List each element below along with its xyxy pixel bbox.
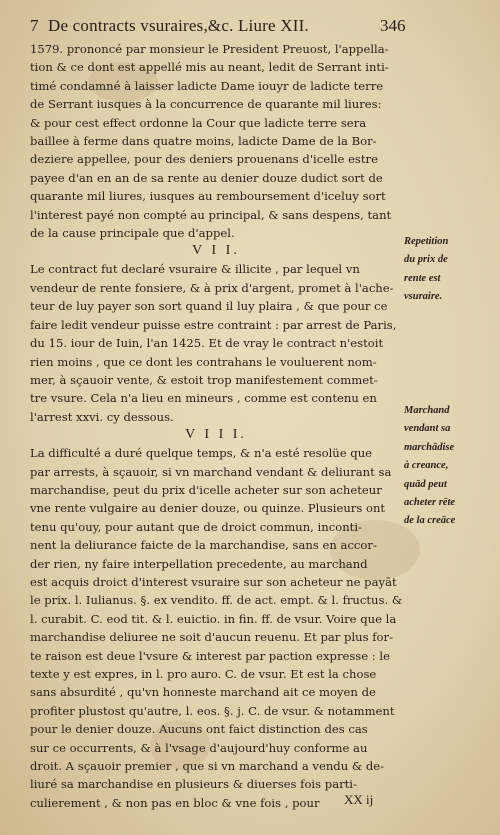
text-line: sur ce occurrents, & à l'vsage d'aujourd'huy conforme au	[30, 740, 368, 755]
text-line: sans absurdité , qu'vn honneste marchand ait ce moyen de	[30, 685, 376, 700]
text-line: de la cause principale que d'appel.	[30, 226, 235, 241]
margin-notes-viii	[404, 402, 496, 531]
section-heading-vii: V I I.	[192, 243, 240, 259]
text-line: marchandise deliuree ne soit d'aucun reuenu. Et par plus for-	[30, 630, 393, 645]
paragraph-1	[30, 40, 402, 242]
text-line: l'arrest xxvi. cy dessous.	[30, 409, 174, 424]
text-line: profiter plustost qu'autre, l. eos. §. j. C. de vsur. & notamment	[30, 703, 395, 718]
text-line: liuré sa marchandise en plusieurs & diuerses fois parti-	[30, 777, 357, 792]
text-line: teur de luy payer son sort quand il luy plaira , & que pour ce	[30, 299, 388, 314]
margin-note: de la creāce	[404, 515, 456, 527]
text-line: est acquis droict d'interest vsuraire sur son acheteur ne payāt	[30, 574, 397, 589]
text-line: La difficulté a duré quelque temps, & n'a esté resolüe que	[30, 446, 373, 461]
folio-mark: 7	[30, 16, 39, 35]
text-line: vne rente vulgaire au denier douze, ou quinze. Plusieurs ont	[30, 501, 386, 516]
margin-note: à creance,	[404, 460, 449, 472]
text-line: & pour cest effect ordonne la Cour que ladicte terre sera	[30, 115, 367, 130]
text-line: l. curabit. C. eod tit. & l. euictio. in fin. ff. de vsur. Voire que la	[30, 611, 397, 626]
text-line: deziere appellee, pour des deniers prouenans d'icelle estre	[30, 152, 378, 167]
text-line: mer, à sçauoir vente, & estoit trop manifestement commet-	[30, 372, 378, 387]
text-line: der rien, ny faire interpellation precedente, au marchand	[30, 556, 368, 571]
page-header	[30, 14, 406, 40]
margin-note: vsuraire.	[404, 291, 443, 303]
text-line: de Serrant iusques à la concurrence de quarante mil liures:	[30, 97, 382, 112]
text-line: le prix. l. Iulianus. §. ex vendito. ff. de act. empt. & l. fructus. &	[30, 593, 402, 608]
paragraph-2	[30, 260, 402, 426]
margin-note: vendant sa	[404, 423, 451, 435]
paragraph-3	[30, 444, 402, 812]
text-line: culierement , & non pas en bloc & vne fois , pour	[30, 795, 320, 810]
margin-note: du prix de	[404, 254, 448, 266]
text-line: tion & ce dont est appellé mis au neant, ledit de Serrant inti-	[30, 60, 389, 75]
section-heading-viii: V I I I.	[185, 427, 247, 443]
margin-note: Marchand	[404, 405, 450, 416]
text-line: texte y est expres, in l. pro auro. C. de vsur. Et est la chose	[30, 667, 377, 681]
text-line: baillee à ferme dans quatre moins, ladicte Dame de la Bor-	[30, 134, 377, 149]
text-line: te raison est deue l'vsure & interest par paction expresse : le	[30, 648, 390, 663]
margin-note: marchādise	[404, 441, 455, 453]
text-line: nent la deliurance faicte de la marchandise, sans en accor-	[30, 538, 377, 553]
text-line: rien moins , que ce dont les contrahans le vouluerent nom-	[30, 354, 377, 369]
text-line: du 15. iour de Iuin, l'an 1425. Et de vray le contract n'estoit	[30, 336, 384, 351]
text-line: par arrests, à sçauoir, si vn marchand vendant & deliurant sa	[30, 464, 392, 479]
page-number: 346	[380, 16, 406, 35]
margin-note: quād peut	[404, 478, 447, 490]
text-line: 1579. prononcé par monsieur le President Preuost, l'appella-	[30, 42, 389, 56]
text-line: timé condamné à laisser ladicte Dame iouyr de ladicte terre	[30, 78, 384, 93]
text-line: tenu qu'ouy, pour autant que de droict commun, inconti-	[30, 519, 362, 534]
margin-note: acheter rēte	[404, 497, 456, 509]
signature-mark: XX ij	[344, 792, 374, 807]
text-line: l'interest payé non compté au principal, & sans despens, tant	[30, 207, 392, 222]
text-line: pour le denier douze. Aucuns ont faict distinction des cas	[30, 722, 368, 737]
text-line: quarante mil liures, iusques au remboursement d'iceluy sort	[30, 189, 386, 204]
text-line: Le contract fut declaré vsuraire & illicite , par lequel vn	[30, 262, 360, 277]
text-line: droit. A sçauoir premier , que si vn marchand a vendu & de-	[30, 759, 385, 774]
margin-note: Repetition	[404, 236, 449, 247]
margin-note: rente est	[404, 272, 441, 284]
text-line: tre vsure. Cela n'a lieu en mineurs , comme est contenu en	[30, 391, 377, 406]
main-text-block	[30, 14, 406, 812]
text-line: marchandise, peut du prix d'icelle acheter sur son acheteur	[30, 482, 382, 497]
text-line: vendeur de rente fonsiere, & à prix d'argent, promet à l'ache-	[30, 280, 394, 295]
text-line: faire ledit vendeur puisse estre contraint : par arrest de Paris,	[30, 317, 397, 332]
text-line: payee d'an en an de sa rente au denier douze dudict sort de	[30, 170, 383, 185]
running-title: De contracts vsuraires,&c. Liure XII.	[48, 16, 309, 35]
margin-notes-vii	[404, 233, 496, 307]
